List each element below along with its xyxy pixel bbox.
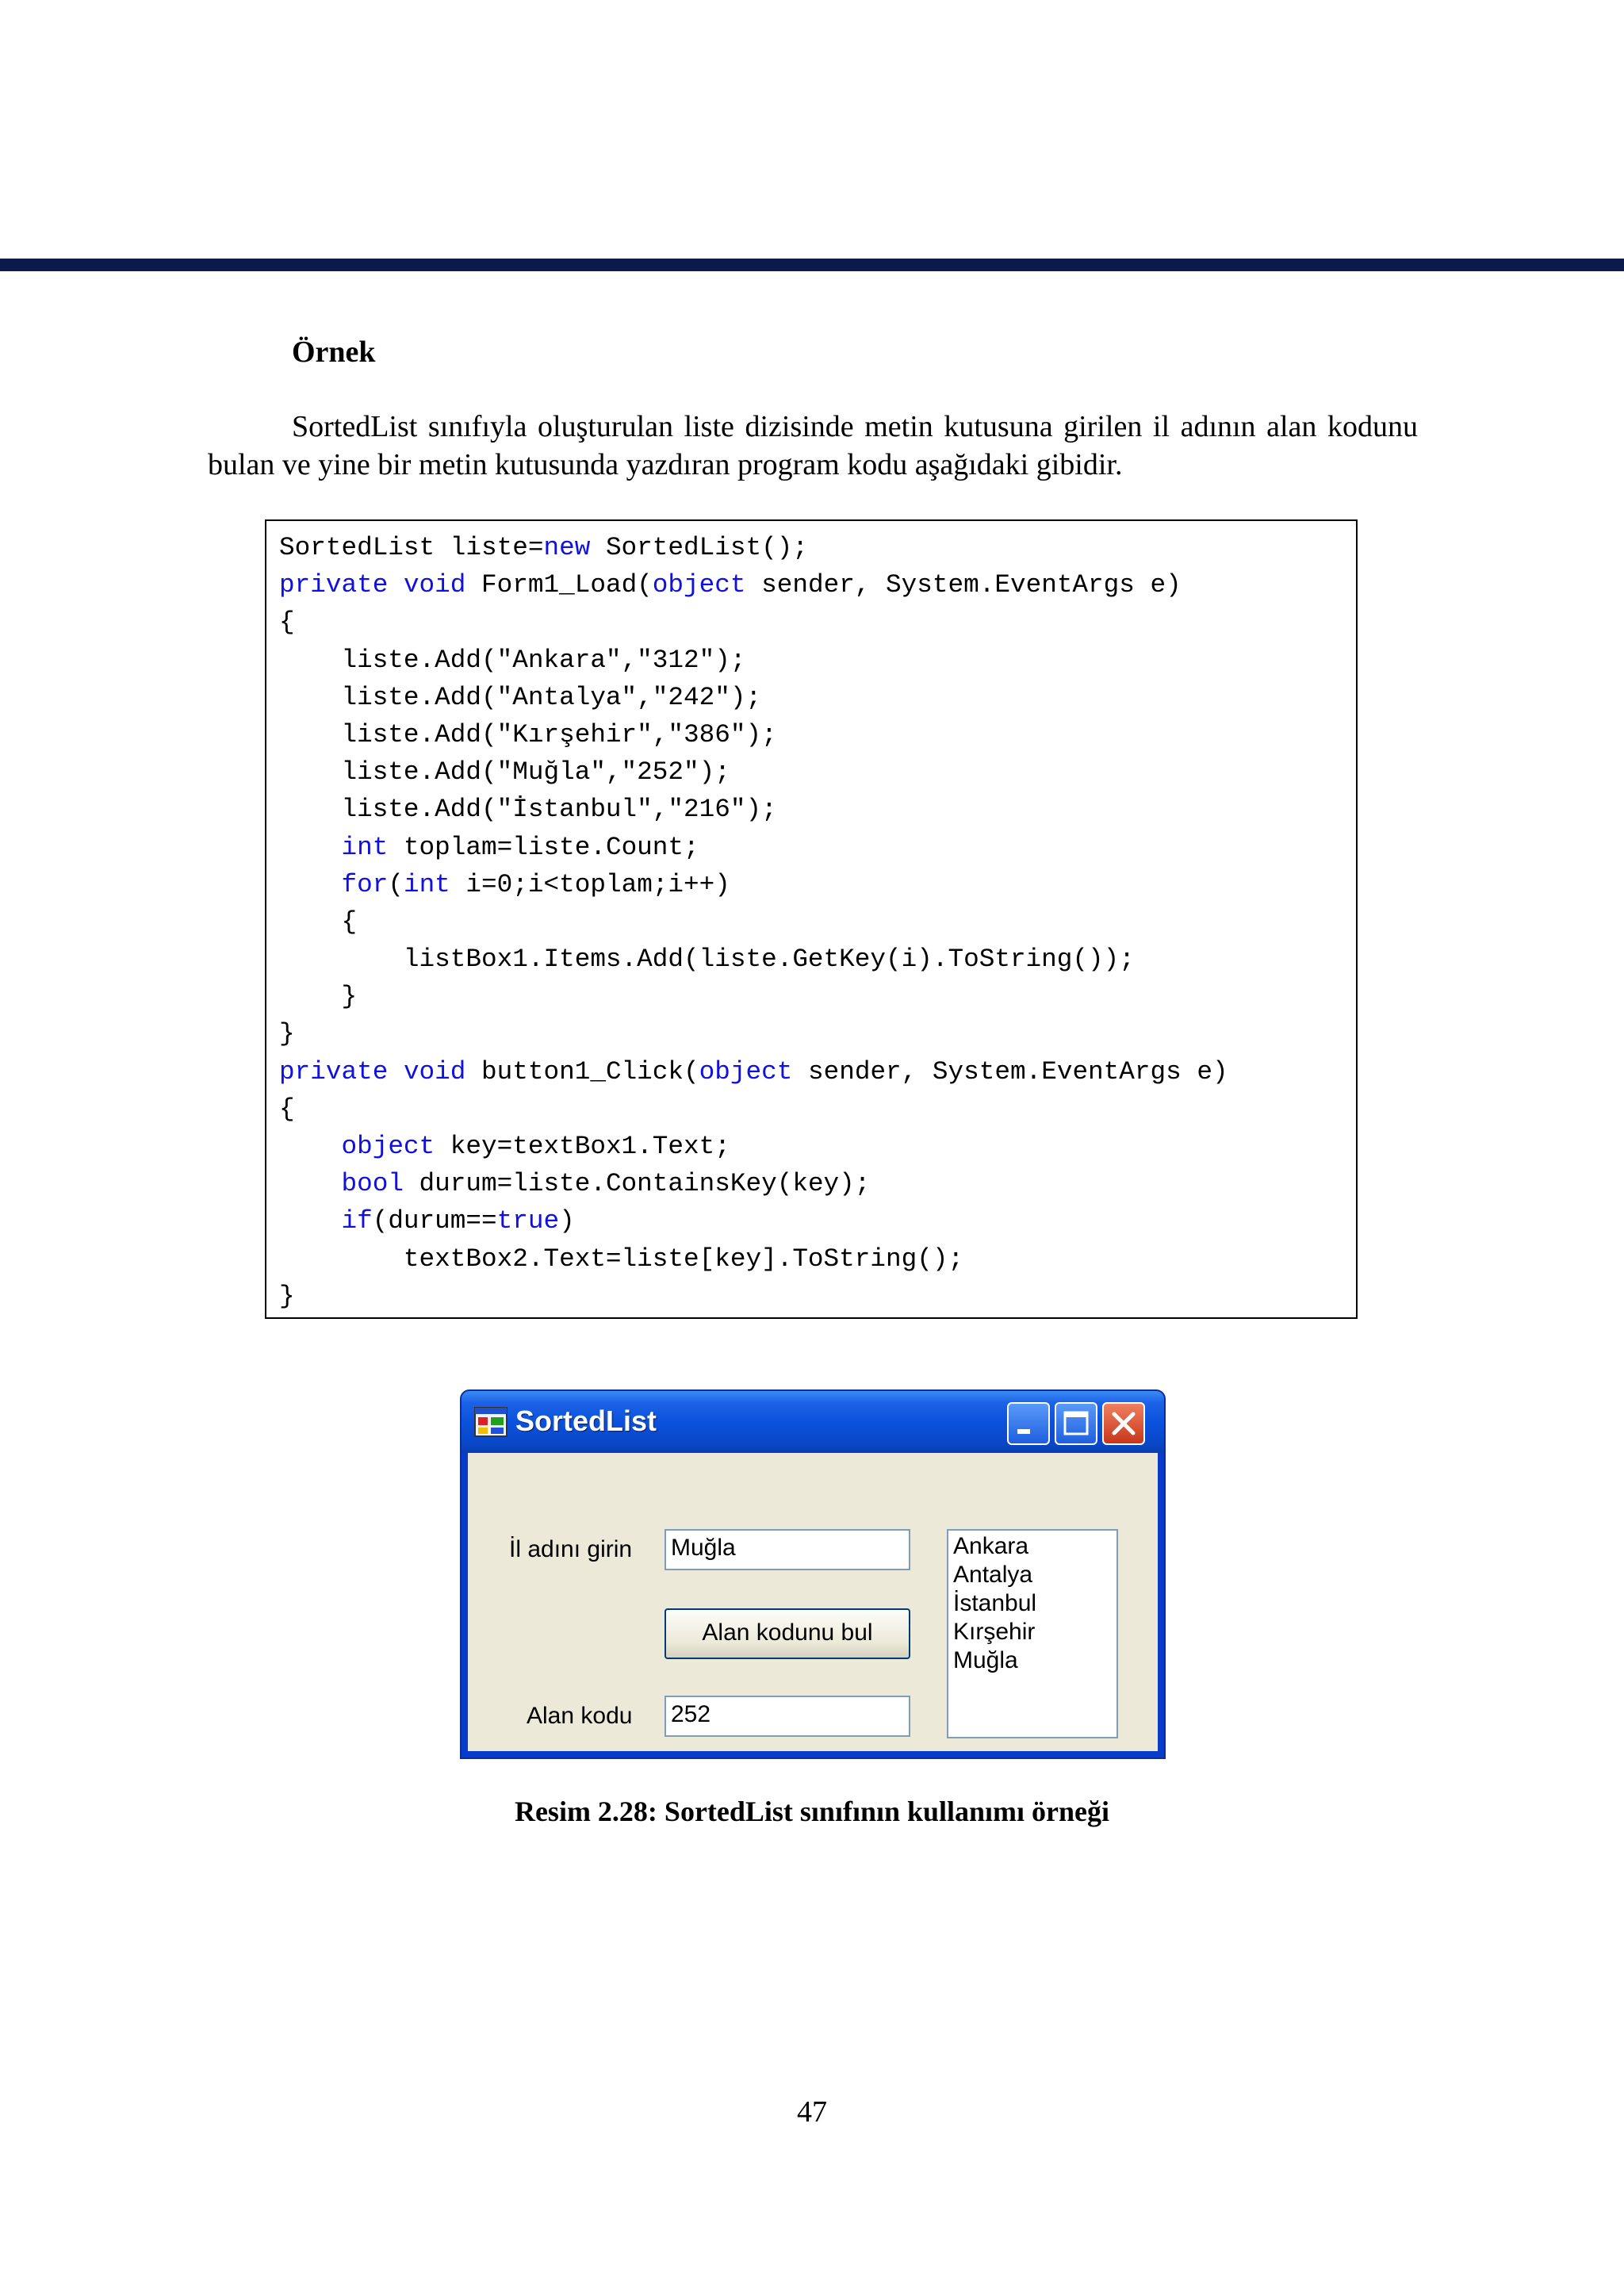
find-code-button[interactable]: Alan kodunu bul (665, 1608, 910, 1659)
app-icon (474, 1407, 508, 1437)
code-keyword: void (403, 1056, 466, 1087)
window-titlebar[interactable] (462, 1391, 1164, 1453)
figure-caption: Resim 2.28: SortedList sınıfının kullanımı örneği (514, 1796, 1110, 1827)
code-line (279, 604, 1356, 641)
code-keyword: private (279, 1056, 389, 1087)
code-text: liste.Add("Antalya","242"); (279, 682, 762, 712)
code-text: liste.Add("İstanbul","216"); (279, 795, 777, 825)
intro-paragraph: SortedList sınıfıyla oluşturulan liste dizisinde metin kutusuna girilen il adının alan kodunu bulan ve yine bir metin kutusunda yazdıran program kodu aşağıdaki gibidir. (208, 410, 1418, 481)
page-number: 47 (797, 2095, 827, 2129)
minimize-icon (1009, 1404, 1048, 1443)
code-text (279, 870, 341, 899)
code-line (279, 753, 1356, 791)
code-text: { (279, 1094, 295, 1124)
code-text (279, 1169, 341, 1198)
code-text: liste.Add("Muğla","252"); (279, 757, 730, 788)
list-item[interactable]: Kırşehir (953, 1619, 1036, 1645)
code-keyword: int (403, 869, 450, 899)
maximize-icon (1056, 1404, 1096, 1443)
city-listbox[interactable] (947, 1529, 1118, 1738)
code-text (279, 1206, 341, 1236)
code-keyword: int (341, 832, 389, 862)
code-text: Form1_Load( (465, 570, 653, 600)
code-text: listBox1.Items.Add(liste.GetKey(i).ToString()); (279, 945, 1135, 975)
minimize-button[interactable] (1007, 1402, 1050, 1445)
city-label: İl adını girin (509, 1536, 633, 1562)
code-line (279, 642, 1356, 679)
code-text: textBox2.Text=liste[key].ToString(); (279, 1244, 964, 1274)
code-text: i=0;i<toplam;i++) (450, 869, 730, 899)
code-keyword: object (699, 1056, 793, 1087)
code-line (279, 829, 1356, 866)
code-text: } (279, 1281, 295, 1311)
code-text (388, 570, 404, 600)
code-listing (265, 519, 1358, 1319)
code-text: SortedList liste= (279, 533, 544, 562)
code-keyword: void (403, 570, 466, 600)
code-text: toplam=liste.Count; (388, 832, 699, 862)
code-text: liste.Add("Ankara","312"); (279, 645, 746, 675)
code-text: ) (559, 1206, 575, 1236)
list-item[interactable]: Ankara (953, 1533, 1029, 1559)
code-line (279, 1053, 1356, 1090)
code-text: { (279, 607, 295, 638)
code-line (279, 1015, 1356, 1052)
code-line (279, 1240, 1356, 1278)
code-line (279, 941, 1356, 978)
code-line (279, 1165, 1356, 1202)
code-text: ( (388, 869, 404, 899)
code-text (388, 1057, 404, 1087)
code-keyword: new (543, 533, 591, 562)
list-item[interactable]: Antalya (953, 1562, 1033, 1588)
code-line (279, 903, 1356, 941)
code-line (279, 716, 1356, 753)
code-line (279, 1202, 1356, 1240)
code-label: Alan kodu (527, 1703, 633, 1729)
code-text: button1_Click( (465, 1056, 699, 1087)
code-text: liste.Add("Kırşehir","386"); (279, 719, 777, 749)
code-text (279, 1132, 341, 1161)
code-text: sender, System.EventArgs e) (745, 570, 1182, 600)
code-line (279, 1278, 1356, 1315)
code-text: sender, System.EventArgs e) (792, 1056, 1228, 1087)
list-item[interactable]: İstanbul (953, 1590, 1037, 1616)
code-text: { (279, 906, 358, 937)
window-client-area (468, 1453, 1158, 1751)
code-line (279, 1128, 1356, 1165)
top-rule (0, 259, 1624, 271)
code-line (279, 529, 1356, 566)
code-text: durum=liste.ContainsKey(key); (403, 1169, 871, 1199)
code-keyword: true (496, 1206, 560, 1236)
code-text: } (279, 982, 358, 1012)
code-line (279, 679, 1356, 716)
code-line (279, 566, 1356, 604)
code-text: (durum== (372, 1206, 497, 1236)
list-item[interactable]: Muğla (953, 1647, 1018, 1673)
window-title: SortedList (515, 1405, 657, 1437)
code-text (279, 833, 341, 862)
code-keyword: object (652, 570, 746, 600)
code-line (279, 791, 1356, 828)
code-text: } (279, 1019, 295, 1049)
app-window (460, 1389, 1166, 1759)
close-button[interactable] (1102, 1402, 1145, 1445)
code-output[interactable]: 252 (665, 1696, 910, 1737)
code-keyword: for (341, 869, 389, 899)
section-heading: Örnek (292, 335, 376, 369)
maximize-button[interactable] (1055, 1402, 1097, 1445)
code-line (279, 1090, 1356, 1128)
city-input[interactable]: Muğla (665, 1529, 910, 1570)
code-line (279, 866, 1356, 903)
code-text: key=textBox1.Text; (435, 1132, 730, 1161)
code-keyword: if (341, 1206, 373, 1236)
code-line (279, 978, 1356, 1015)
code-keyword: private (279, 570, 389, 600)
code-keyword: object (341, 1132, 435, 1161)
code-keyword: bool (341, 1169, 404, 1199)
code-text: SortedList(); (590, 533, 808, 562)
close-icon (1104, 1404, 1143, 1443)
